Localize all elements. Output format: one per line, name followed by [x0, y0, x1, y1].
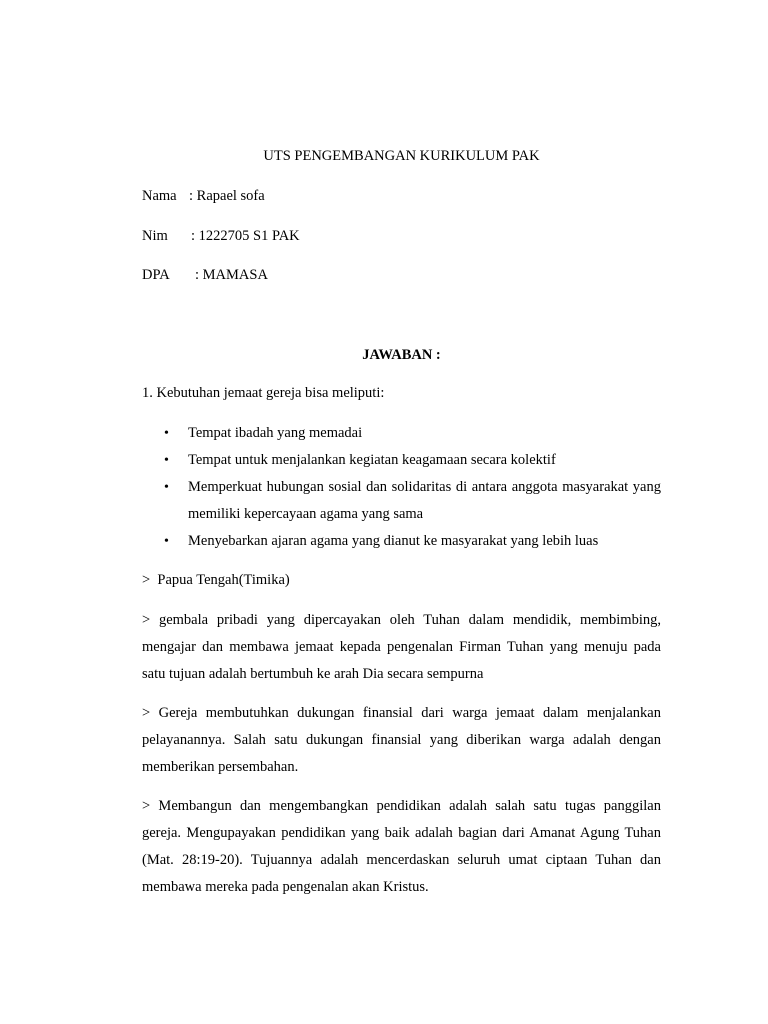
document-title: UTS PENGEMBANGAN KURIKULUM PAK [263, 148, 540, 164]
list-item [142, 474, 661, 528]
list-item-text: Tempat untuk menjalankan kegiatan keagamaan secara kolektif [188, 452, 556, 468]
field-nama-value: : Rapael sofa [189, 188, 265, 204]
field-dpa [142, 265, 268, 285]
field-nim-label: Nim [142, 228, 168, 244]
list-item [142, 420, 661, 447]
question-1: 1. Kebutuhan jemaat gereja bisa meliputi: [142, 385, 385, 401]
answer-heading: JAWABAN : [362, 347, 441, 363]
paragraph-finance: > Gereja membutuhkan dukungan finansial dari warga jemaat dalam menjalankan pelayanannya. Salah satu dukungan finansial yang diberikan warga adalah dengan memberikan persembahan. [142, 705, 661, 775]
field-dpa-value: : MAMASA [195, 267, 268, 283]
needs-list [142, 420, 661, 555]
list-item-text: Menyebarkan ajaran agama yang dianut ke masyarakat yang lebih luas [188, 533, 599, 549]
paragraph-education: > Membangun dan mengembangkan pendidikan adalah salah satu tugas panggilan gereja. Mengupayakan pendidikan yang baik adalah bagian dari Amanat Agung Tuhan (Mat. 28:19-20). Tujuannya adalah mencerdaskan seluruh umat ciptaan Tuhan dan membawa mereka pada pengenalan akan Kristus. [142, 798, 661, 895]
bullet-icon: • [164, 426, 169, 441]
list-item [142, 447, 661, 474]
bullet-icon: • [164, 453, 169, 468]
field-nim-value: : 1222705 S1 PAK [191, 228, 300, 244]
field-dpa-label: DPA [142, 267, 170, 283]
field-nim [142, 226, 300, 246]
bullet-icon: • [164, 534, 169, 549]
list-item-text: Memperkuat hubungan sosial dan solidaritas di antara anggota masyarakat yang memiliki kepercayaan agama yang sama [188, 479, 661, 522]
region-line: > Papua Tengah(Timika) [142, 572, 290, 588]
list-item [142, 528, 661, 555]
bullet-icon: • [164, 480, 169, 495]
field-nama [142, 186, 265, 206]
field-nama-label: Nama [142, 188, 177, 204]
paragraph-shepherd: > gembala pribadi yang dipercayakan oleh Tuhan dalam mendidik, membimbing, mengajar dan membawa jemaat kepada pengenalan Firman Tuhan yang menuju pada satu tujuan adalah bertumbuh ke arah Dia secara sempurna [142, 612, 661, 682]
list-item-text: Tempat ibadah yang memadai [188, 425, 363, 441]
